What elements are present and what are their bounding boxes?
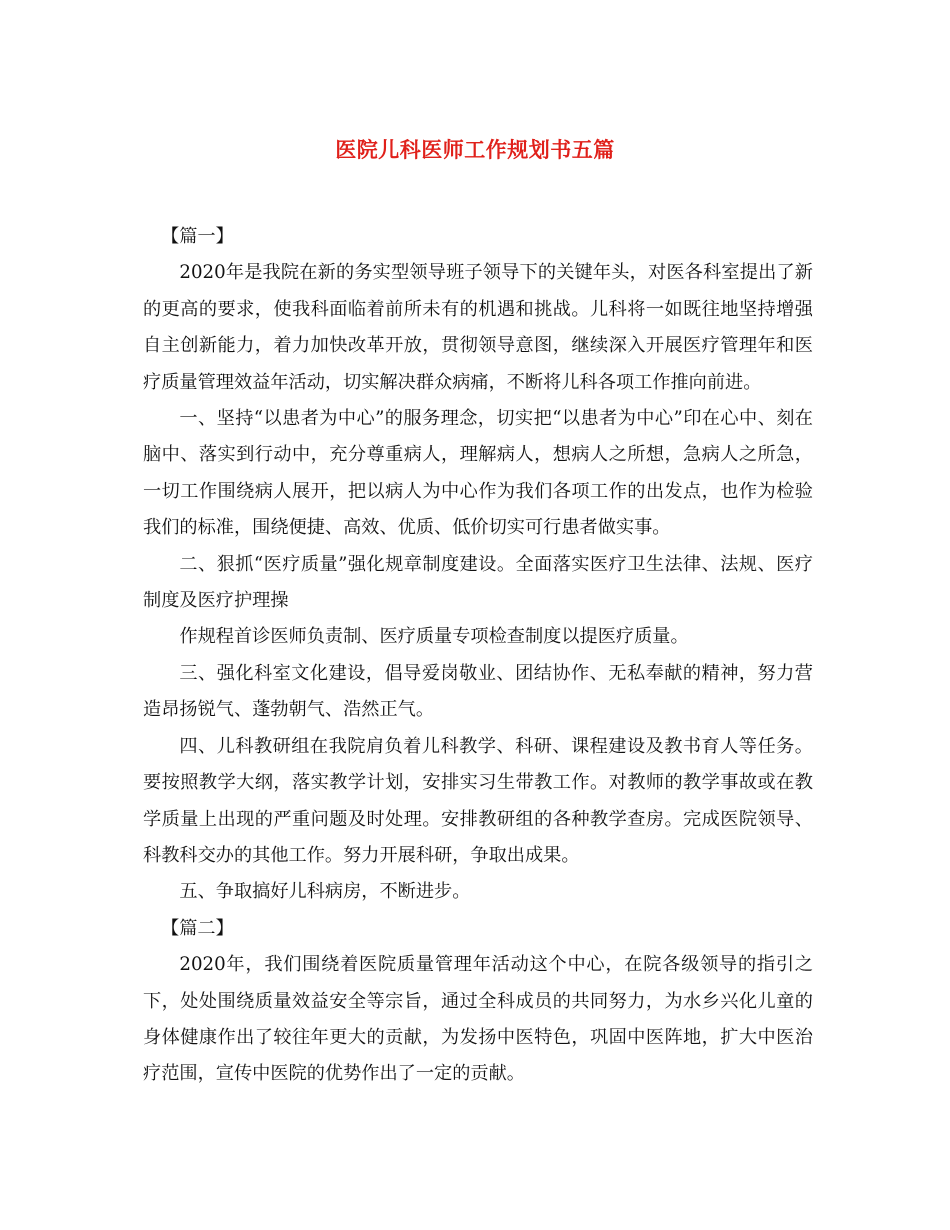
- document-body: [143, 219, 813, 1093]
- paragraph: 2020年是我院在新的务实型领导班子领导下的关键年头，对医各科室提出了新的更高的要求，使我科面临着前所未有的机遇和挑战。儿科将一如既往地坚持增强自主创新能力，着力加快改革开放，贯彻领导意图，继续深入开展医疗管理年和医疗质量管理效益年活动，切实解决群众病痛，不断将儿科各项工作推向前进。: [143, 262, 813, 393]
- paragraph: 四、儿科教研组在我院肩负着儿科教学、科研、课程建设及教书育人等任务。要按照教学大纲，落实教学计划，安排实习生带教工作。对教师的教学事故或在教学质量上出现的严重问题及时处理。安排教研组的各种教学查房。完成医院领导、科教科交办的其他工作。努力开展科研，争取出成果。: [143, 735, 813, 866]
- paragraph: 五、争取搞好儿科病房，不断进步。: [179, 881, 471, 903]
- section-heading-1: 【篇一】: [161, 226, 234, 247]
- paragraph: 三、强化科室文化建设，倡导爱岗敬业、团结协作、无私奉献的精神，努力营造昂扬锐气、蓬勃朝气、浩然正气。: [143, 662, 813, 721]
- paragraph: 作规程首诊医师负责制、医疗质量专项检查制度以提医疗质量。: [179, 626, 689, 648]
- paragraph: 二、狠抓“医疗质量”强化规章制度建设。全面落实医疗卫生法律、法规、医疗制度及医疗护理操: [143, 553, 813, 612]
- section-heading-2: 【篇二】: [161, 917, 234, 939]
- paragraph: 一、坚持“以患者为中心”的服务理念，切实把“以患者为中心”印在心中、刻在脑中、落实到行动中，充分尊重病人，理解病人，想病人之所想，急病人之所急，一切工作围绕病人展开，把以病人为中心作为我们各项工作的出发点，也作为检验我们的标准，围绕便捷、高效、优质、低价切实可行患者做实事。: [143, 408, 813, 539]
- document-title: 医院儿科医师工作规划书五篇: [335, 137, 615, 162]
- paragraph: 2020年，我们围绕着医院质量管理年活动这个中心，在院各级领导的指引之下，处处围绕质量效益安全等宗旨，通过全科成员的共同努力，为水乡兴化儿童的身体健康作出了较往年更大的贡献，为发扬中医特色，巩固中医阵地，扩大中医治疗范围，宣传中医院的优势作出了一定的贡献。: [143, 954, 813, 1085]
